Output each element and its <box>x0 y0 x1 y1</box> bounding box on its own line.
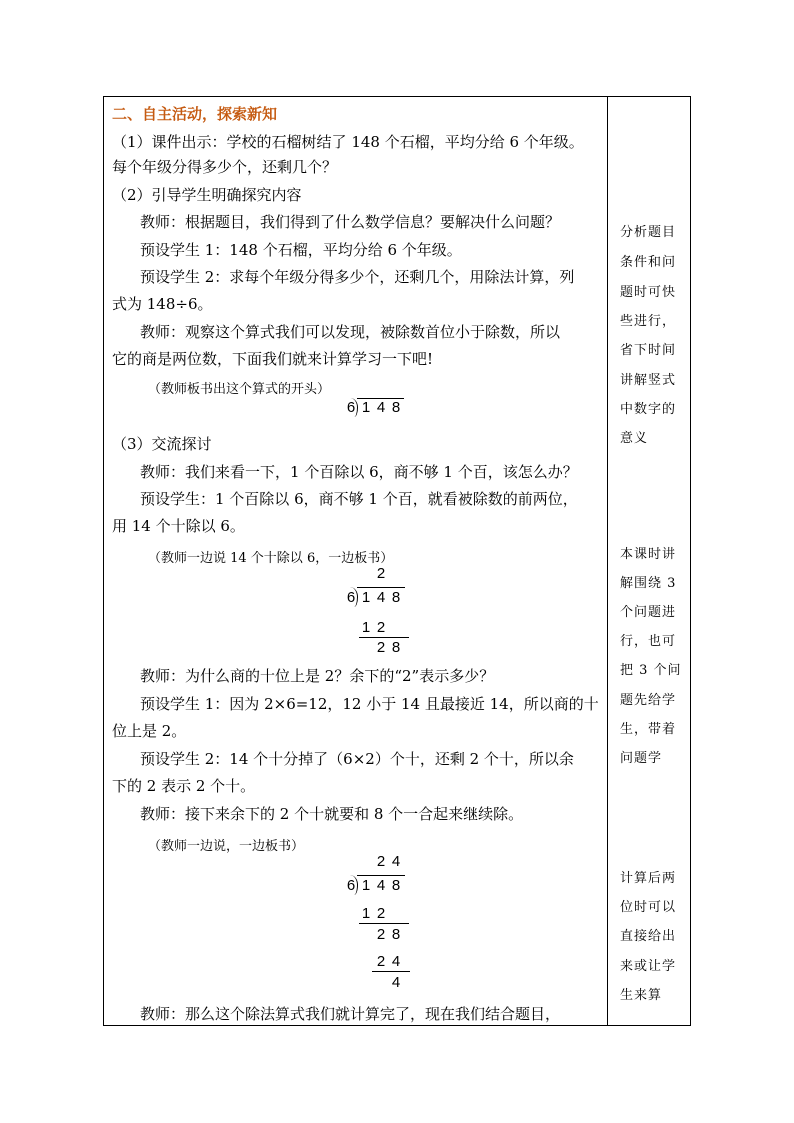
text-line: 教师：观察这个算式我们可以发现，被除数首位小于除数，所以 <box>140 323 561 341</box>
text-line: （2）引导学生明确探究内容 <box>112 186 302 204</box>
dividend-digit: 1 <box>361 589 371 606</box>
division-start <box>344 397 414 419</box>
dividend-digit: 8 <box>391 877 401 894</box>
product-digit: 2 <box>376 905 386 922</box>
text-line: 预设学生 2：求每个年级分得多少个，还剩几个，用除法计算，列 <box>140 268 575 286</box>
text-line: 教师：根据题目，我们得到了什么数学信息？要解决什么问题？ <box>140 213 561 231</box>
product-digit: 2 <box>376 619 386 636</box>
board-note: （教师一边说 14 个十除以 6，一边板书） <box>148 551 394 566</box>
side-note-line: 中数字的 <box>620 402 677 417</box>
divisor: 6 <box>346 399 356 416</box>
side-note-line: 意义 <box>620 431 649 446</box>
quotient-digit: 4 <box>391 853 401 870</box>
subtraction-line <box>359 923 409 924</box>
division-bar <box>357 587 405 588</box>
text-line: 教师：那么这个除法算式我们就计算完了，现在我们结合题目， <box>140 1005 561 1023</box>
main-column <box>110 97 602 1025</box>
remainder-digit: 8 <box>391 926 401 943</box>
text-line: 教师：为什么商的十位上是 2？余下的“2”表示多少？ <box>140 667 495 685</box>
side-note-line: 条件和问 <box>620 255 677 270</box>
text-line: 下的 2 表示 2 个十。 <box>112 777 256 795</box>
text-line: （1）课件出示：学校的石榴树结了 148 个石榴，平均分给 6 个年级。 <box>112 133 584 151</box>
section-heading: 二、自主活动，探索新知 <box>112 105 278 123</box>
product-digit: 1 <box>361 905 371 922</box>
text-line: 每个年级分得多少个，还剩几个？ <box>112 158 338 176</box>
side-note-line: 解围绕 3 <box>620 576 677 591</box>
text-line: 式为 148÷6。 <box>112 295 213 313</box>
dividend-digit: 8 <box>391 399 401 416</box>
side-note-line: 位时可以 <box>620 900 677 915</box>
column-divider <box>607 97 608 1025</box>
quotient-digit: 2 <box>376 853 386 870</box>
dividend-digit: 4 <box>376 877 386 894</box>
text-line: 教师：接下来余下的 2 个十就要和 8 个一合起来继续除。 <box>140 805 524 823</box>
side-note-line: 讲解竖式 <box>620 373 677 388</box>
divisor: 6 <box>346 589 356 606</box>
product-digit: 4 <box>391 953 401 970</box>
lesson-table <box>103 96 691 1026</box>
side-note-line: 生，带着 <box>620 722 677 737</box>
division-full <box>344 853 414 995</box>
text-line: 用 14 个十除以 6。 <box>112 517 245 535</box>
text-line: 教师：我们来看一下，1 个百除以 6，商不够 1 个百，该怎么办？ <box>140 463 578 481</box>
dividend-digit: 4 <box>376 399 386 416</box>
side-note-line: 来或让学 <box>620 959 677 974</box>
subtraction-line <box>359 637 409 638</box>
side-note-line: 本课时讲 <box>620 547 677 562</box>
side-note-line: 生来算 <box>620 988 663 1003</box>
quotient-digit: 2 <box>376 565 386 582</box>
final-remainder: 4 <box>391 974 401 991</box>
side-note-line: 问题学 <box>620 751 663 766</box>
side-note-line: 把 3 个问 <box>620 663 682 678</box>
subtraction-line <box>372 971 410 972</box>
text-line: 预设学生 1：148 个石榴，平均分给 6 个年级。 <box>140 241 462 259</box>
side-note-line: 省下时间 <box>620 343 677 358</box>
text-line: 位上是 2。 <box>112 722 187 740</box>
dividend-digit: 1 <box>361 877 371 894</box>
board-note: （教师一边说，一边板书） <box>148 839 305 854</box>
dividend-digit: 1 <box>361 399 371 416</box>
side-note-line: 直接给出 <box>620 929 677 944</box>
side-note-line: 些进行， <box>620 314 677 329</box>
side-notes-column <box>609 97 691 1025</box>
side-note-line: 计算后两 <box>620 871 677 886</box>
side-note-line: 分析题目 <box>620 225 677 240</box>
product-digit: 2 <box>376 953 386 970</box>
side-note-line: 行，也可 <box>620 634 677 649</box>
division-step1 <box>344 565 414 661</box>
dividend-digit: 4 <box>376 589 386 606</box>
divisor: 6 <box>346 877 356 894</box>
remainder-digit: 2 <box>376 639 386 656</box>
text-line: 预设学生 1：因为 2×6=12，12 小于 14 且最接近 14，所以商的十 <box>140 695 599 713</box>
side-note-line: 个问题进 <box>620 605 677 620</box>
board-note: （教师板书出这个算式的开头） <box>148 382 331 397</box>
division-bar <box>357 875 405 876</box>
remainder-digit: 2 <box>376 926 386 943</box>
text-line: 预设学生：1 个百除以 6，商不够 1 个百，就看被除数的前两位， <box>140 490 578 508</box>
side-note-line: 题时可快 <box>620 285 677 300</box>
dividend-digit: 8 <box>391 589 401 606</box>
remainder-digit: 8 <box>391 639 401 656</box>
text-line: （3）交流探讨 <box>112 435 212 453</box>
side-note-line: 题先给学 <box>620 693 677 708</box>
text-line: 预设学生 2：14 个十分掉了（6×2）个十，还剩 2 个十，所以余 <box>140 750 574 768</box>
product-digit: 1 <box>361 619 371 636</box>
text-line: 它的商是两位数，下面我们就来计算学习一下吧! <box>112 350 434 368</box>
